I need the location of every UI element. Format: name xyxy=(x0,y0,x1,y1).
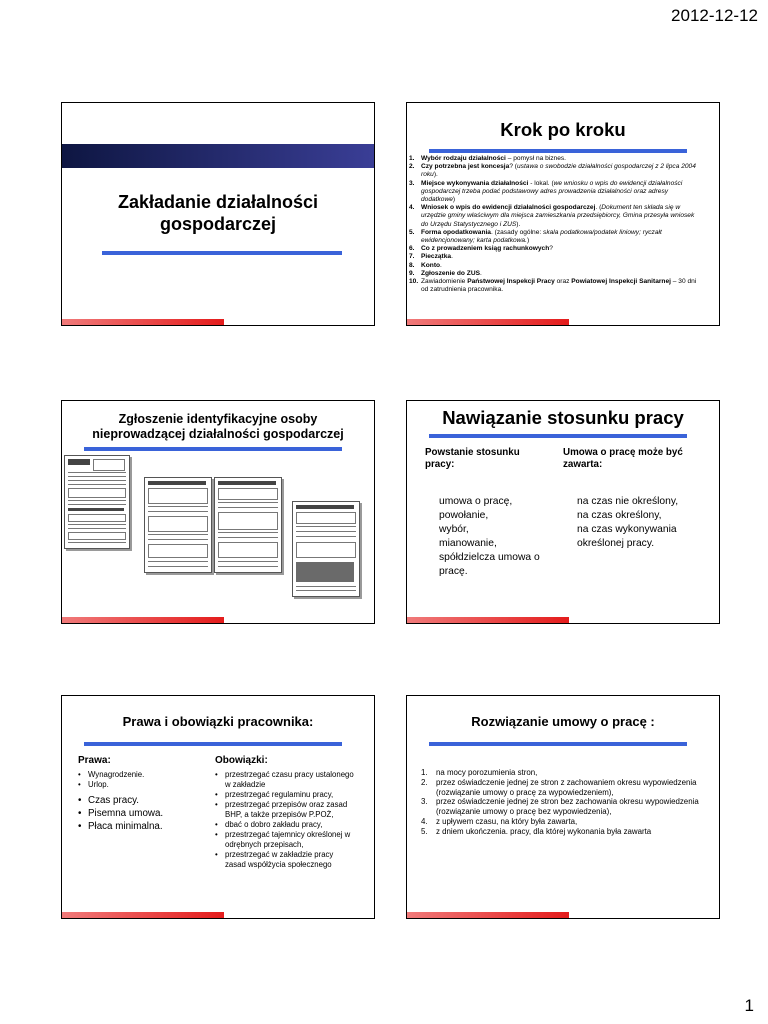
duty-item-text: przestrzegać przepisów oraz zasad BHP, a także przepisów P.POŻ, xyxy=(225,800,348,819)
step-text: . (zasady ogólne: xyxy=(490,228,544,236)
employment-form-item xyxy=(423,523,547,537)
bullet-icon: • xyxy=(215,830,218,839)
step-item xyxy=(409,270,701,278)
slide-2-title: Krok po kroku xyxy=(500,119,626,140)
step-number: 10. xyxy=(409,278,419,286)
slide-5 xyxy=(61,695,375,919)
duty-item xyxy=(215,770,355,790)
employment-form-item xyxy=(423,495,547,509)
accent-bar xyxy=(62,319,224,325)
title-band xyxy=(62,144,374,168)
step-number: 4. xyxy=(409,204,415,212)
bullet-icon: • xyxy=(215,790,218,799)
title-line-2: gospodarczej xyxy=(159,214,277,234)
form-page-2-thumbnail xyxy=(144,477,212,573)
step-text: ? xyxy=(549,245,553,253)
bullet-icon: • xyxy=(78,770,81,779)
slide-1-title xyxy=(62,191,374,235)
item-number: 4. xyxy=(421,816,428,826)
step-text: ) xyxy=(452,196,456,204)
item-text: na mocy porozumienia stron, xyxy=(436,768,538,777)
duty-item-text: przestrzegać tajemnicy określonej w odrębnych przepisach, xyxy=(225,830,351,849)
step-note: Dokument ten składa się w urzędzie gminy właściwym dla miejsca zamieszkania przedsiębiorcy, Gmina przesyła wniosek do Urzędu Statystycznego i ZUS xyxy=(421,204,695,228)
employment-forms-list xyxy=(423,495,547,579)
step-keyword: Wniosek o wpis do ewidencji działalności gospodarczej xyxy=(421,204,596,212)
form-page-1-thumbnail xyxy=(64,455,130,549)
contract-durations-list xyxy=(561,495,697,551)
bullet-icon: • xyxy=(78,821,82,832)
right-item-text: Wynagrodzenie. xyxy=(88,770,145,779)
bullet-icon: • xyxy=(78,795,82,806)
duty-item xyxy=(215,820,355,830)
step-text: ) xyxy=(526,237,530,245)
step-item xyxy=(409,262,701,270)
step-text: ? ( xyxy=(509,163,518,171)
steps-list xyxy=(409,155,701,294)
title-line-1: Zgłoszenie identyfikacyjne osoby xyxy=(118,412,318,426)
contract-duration-item xyxy=(561,523,697,551)
step-item xyxy=(409,155,701,163)
step-text: ). xyxy=(433,171,438,179)
termination-item xyxy=(421,797,703,817)
employment-form-item-text: wybór, xyxy=(439,524,469,535)
slide-3 xyxy=(61,400,375,624)
bullet-icon: • xyxy=(78,780,81,789)
duty-item-text: przestrzegać w zakładzie pracy zasad współżycia społecznego xyxy=(225,850,334,869)
item-number: 1. xyxy=(421,768,428,777)
step-text: oraz xyxy=(554,278,572,286)
form-page-3-thumbnail xyxy=(214,477,282,573)
duty-item-text: przestrzegać czasu pracy ustalonego w zakładzie xyxy=(225,770,354,789)
right-item xyxy=(78,794,202,807)
step-number: 3. xyxy=(409,179,415,187)
step-note: ustawa o swobodzie działalności gospodarczej z 2 lipca 2004 roku xyxy=(421,163,696,179)
duty-item xyxy=(215,800,355,820)
step-item xyxy=(409,204,701,229)
slide-4-title: Nawiązanie stosunku pracy xyxy=(442,407,684,428)
step-keyword: Zgłoszenie do ZUS xyxy=(421,269,480,277)
step-text: ). xyxy=(516,220,521,228)
step-note: we wniosku o wpis do ewidencji działalności gospodarczej trzeba podać podstawowy adres prowadzenia działalności oraz adresy dodatkowe xyxy=(421,179,683,204)
item-text: z dniem ukończenia. pracy, dla której wykonania była zawarta xyxy=(436,826,652,836)
step-keyword: Wybór rodzaju działalności xyxy=(421,155,506,162)
step-item xyxy=(409,229,701,245)
employment-form-item-text: umowa o pracę, xyxy=(439,496,513,507)
step-item xyxy=(409,253,701,261)
item-number: 5. xyxy=(421,826,428,836)
rights-list-small xyxy=(78,770,202,790)
duty-item-text: dbać o dobro zakładu pracy, xyxy=(225,820,323,829)
step-keyword: Czy potrzebna jest koncesja xyxy=(421,163,510,171)
step-note: skala podatkowa/podatek liniowy; ryczałt ewidencjonowany; karta podatkowa. xyxy=(421,228,662,245)
step-text: . xyxy=(479,269,482,277)
item-number: 3. xyxy=(421,797,428,807)
contract-duration-item-text: na czas określony, xyxy=(577,510,662,521)
step-text: . xyxy=(451,253,453,261)
accent-bar xyxy=(407,319,569,325)
step-number: 2. xyxy=(409,163,415,171)
step-keyword: Powiatowej Inspekcji Sanitarnej xyxy=(571,278,671,286)
contract-duration-item-text: na czas nie określony, xyxy=(577,496,679,507)
step-text: – pomysł na biznes. xyxy=(505,155,566,162)
item-text: przez oświadczenie jednej ze stron z zachowaniem okresu wypowiedzenia (rozwiązanie umowy o pracę za wypowiedzeniem), xyxy=(436,777,697,797)
accent-bar xyxy=(62,617,224,623)
right-column-header: Umowa o pracę może być zawarta: xyxy=(563,447,683,470)
right-item-text: Urlop. xyxy=(88,780,109,789)
step-keyword: Pieczątka xyxy=(421,253,452,261)
bullet-icon: • xyxy=(215,850,218,859)
bullet-icon: • xyxy=(78,808,82,819)
termination-item xyxy=(421,768,703,778)
duty-item xyxy=(215,790,355,800)
right-item xyxy=(78,820,202,833)
step-item xyxy=(409,278,701,294)
item-text: przez oświadczenie jednej ze stron bez zachowania okresu wypowiedzenia (rozwiązanie umowy o pracę bez wypowiedzenia), xyxy=(436,797,699,817)
step-text: Zawiadomienie xyxy=(421,278,468,286)
contract-duration-item-text: na czas wykonywania określonej pracy. xyxy=(577,524,677,549)
slide-6 xyxy=(406,695,720,919)
accent-bar xyxy=(407,912,569,918)
slide-6-title: Rozwiązanie umowy o pracę : xyxy=(471,714,655,729)
employment-form-item-text: spółdzielcza umowa o pracę. xyxy=(439,552,540,577)
bullet-icon: • xyxy=(215,800,218,809)
termination-item xyxy=(421,817,703,827)
accent-bar xyxy=(407,617,569,623)
duty-item-text: przestrzegać regulaminu pracy, xyxy=(225,790,334,799)
item-number: 2. xyxy=(421,777,428,787)
title-underline xyxy=(102,251,342,255)
employment-form-item-text: mianowanie, xyxy=(439,538,497,549)
slide-2 xyxy=(406,102,720,326)
employment-form-item xyxy=(423,509,547,523)
step-keyword: Co z prowadzeniem ksiąg rachunkowych xyxy=(421,245,550,253)
termination-list xyxy=(421,768,703,837)
title-line-1: Zakładanie działalności xyxy=(117,192,319,212)
duties-header: Obowiązki: xyxy=(215,755,268,766)
duty-item xyxy=(215,830,355,850)
contract-duration-item xyxy=(561,495,697,509)
step-text: – 30 dni od zatrudnienia pracownika. xyxy=(421,278,697,294)
title-underline xyxy=(429,149,687,153)
step-text: . ( xyxy=(595,204,602,212)
step-number: 5. xyxy=(409,228,415,236)
slide-1 xyxy=(61,102,375,326)
slide-5-title: Prawa i obowiązki pracownika: xyxy=(122,714,314,729)
right-item-text: Czas pracy. xyxy=(88,795,139,806)
employment-form-item-text: powołanie, xyxy=(439,510,489,521)
step-number: 7. xyxy=(409,253,415,261)
left-column-header: Powstanie stosunku pracy: xyxy=(425,447,520,470)
form-page-4-thumbnail xyxy=(292,501,360,597)
termination-item xyxy=(421,827,703,837)
item-text: z upływem czasu, na który była zawarta, xyxy=(436,816,578,826)
step-text: - lokal. ( xyxy=(528,179,554,187)
step-number: 8. xyxy=(409,261,415,269)
step-item xyxy=(409,180,701,205)
step-keyword: Państwowej Inspekcji Pracy xyxy=(467,278,555,286)
title-underline xyxy=(429,742,687,746)
slide-4 xyxy=(406,400,720,624)
right-item xyxy=(78,780,202,790)
step-text: . xyxy=(440,261,442,269)
accent-bar xyxy=(62,912,224,918)
right-item-text: Płaca minimalna. xyxy=(88,821,163,832)
step-number: 6. xyxy=(409,245,415,253)
rights-list-large xyxy=(78,794,202,833)
title-underline xyxy=(429,434,687,438)
slide-3-title xyxy=(62,412,374,442)
bullet-icon: • xyxy=(215,820,218,829)
print-date: 2012-12-12 xyxy=(671,6,758,25)
step-number: 9. xyxy=(409,269,415,277)
step-number: 1. xyxy=(409,155,415,162)
termination-item xyxy=(421,778,703,798)
step-item xyxy=(409,245,701,253)
right-item xyxy=(78,770,202,780)
duties-list xyxy=(215,770,355,870)
page-number: 1 xyxy=(744,996,754,1015)
step-keyword: Forma opodatkowania xyxy=(421,228,491,236)
bullet-icon: • xyxy=(215,770,218,779)
right-item xyxy=(78,807,202,820)
duty-item xyxy=(215,850,355,870)
contract-duration-item xyxy=(561,509,697,523)
employment-form-item xyxy=(423,537,547,551)
step-keyword: Miejsce wykonywania działalności xyxy=(421,179,529,187)
title-underline xyxy=(84,447,342,451)
title-underline xyxy=(84,742,342,746)
rights-header: Prawa: xyxy=(78,755,111,766)
step-item xyxy=(409,163,701,179)
employment-form-item xyxy=(423,551,547,579)
title-line-2: nieprowadzącej działalności gospodarczej xyxy=(92,427,344,441)
step-keyword: Konto xyxy=(421,261,441,269)
right-item-text: Pisemna umowa. xyxy=(88,808,164,819)
